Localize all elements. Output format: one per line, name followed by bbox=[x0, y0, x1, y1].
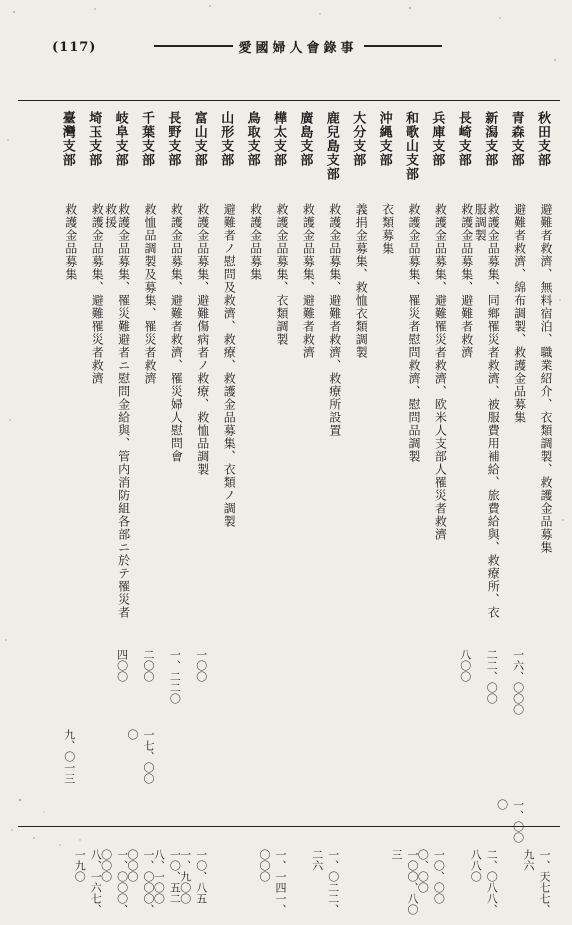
branch-column bbox=[469, 101, 501, 915]
amount-c4 bbox=[236, 849, 262, 925]
amount-c2: 一七、〇〇〇 bbox=[126, 729, 155, 784]
amount-c3 bbox=[209, 799, 235, 847]
amount-c2 bbox=[288, 729, 314, 791]
amount-c2 bbox=[447, 729, 473, 791]
relief-activity: 救恤品調製及募集、罹災者救濟 bbox=[143, 203, 157, 385]
amount-c4: 一〇、五二八、一〇〇 bbox=[152, 849, 182, 904]
amount-c4: 一、一四一、〇〇〇 bbox=[258, 849, 287, 915]
branch-column bbox=[495, 101, 527, 843]
amount-c4: 一、〇〇〇、〇〇〇 bbox=[99, 849, 129, 915]
relief-activity: 救護金品募集、罹災難避者ニ慰問金給與、管内消防組各部ニ於テ罹災者救援 bbox=[103, 203, 131, 619]
amount-c3 bbox=[130, 799, 156, 847]
amount-c3 bbox=[51, 799, 77, 847]
branch-column bbox=[341, 101, 367, 826]
amount-c1 bbox=[209, 649, 235, 719]
amount-c3 bbox=[526, 799, 552, 847]
branch-name: 和歌山支部 bbox=[403, 111, 418, 181]
branch-column bbox=[368, 101, 394, 826]
amount-c1 bbox=[315, 649, 341, 719]
amount-c2 bbox=[209, 729, 235, 791]
branch-column bbox=[258, 101, 289, 915]
amount-c3 bbox=[104, 799, 130, 847]
branch-name: 岐阜支部 bbox=[112, 111, 128, 167]
relief-activity: 避難者救濟、無料宿泊、職業紹介、衣類調製、救護金品募集 bbox=[539, 203, 553, 554]
branch-name: 新潟支部 bbox=[482, 111, 498, 167]
amount-c3 bbox=[236, 799, 262, 847]
amount-c1 bbox=[236, 649, 262, 719]
amount-c1 bbox=[368, 649, 394, 719]
amount-c1 bbox=[341, 649, 367, 719]
amount-c4 bbox=[51, 849, 77, 925]
amount-c4: 一、天七七、九六 bbox=[522, 849, 551, 915]
amount-c2 bbox=[500, 729, 526, 791]
branch-column bbox=[99, 101, 131, 915]
relief-activity: 救護金品募集、罹災者慰問救濟、慰問品調製 bbox=[407, 203, 421, 463]
relief-activity: 救護金品募集、同鄉罹災者救濟、被服費用補給、旅費給與、救療所、衣服調製 bbox=[473, 203, 501, 619]
branch-column bbox=[209, 101, 235, 826]
amount-c3 bbox=[473, 799, 499, 847]
relief-activity: 衣類募集 bbox=[380, 203, 395, 255]
relief-activity: 救護金品募集、避難者救濟、救療所設置 bbox=[327, 203, 342, 437]
amount-c1 bbox=[288, 649, 314, 719]
branch-column bbox=[178, 101, 210, 904]
amount-c2 bbox=[156, 729, 182, 791]
amount-c4: 八、一六七、一九〇 bbox=[73, 849, 103, 915]
relief-activity: 避難者ノ慰問及救濟、救療、救護金品募集、衣類ノ調製 bbox=[222, 203, 237, 528]
amount-c2 bbox=[368, 729, 394, 791]
branch-column bbox=[416, 101, 448, 904]
branch-name: 埼玉支部 bbox=[86, 111, 102, 167]
amount-c3 bbox=[368, 799, 394, 847]
branch-column bbox=[152, 101, 184, 904]
amount-c3 bbox=[394, 799, 420, 847]
amount-c1 bbox=[526, 649, 552, 719]
amount-c4: 一〇〇、八〇三 bbox=[390, 849, 419, 915]
branch-column bbox=[288, 101, 314, 826]
branch-name: 沖縄支部 bbox=[376, 111, 392, 167]
branch-name: 鳥取支部 bbox=[244, 111, 260, 167]
amount-c3 bbox=[77, 799, 103, 847]
relief-activity: 義捐金募集、救恤衣類調製 bbox=[354, 203, 369, 359]
relief-activity: 救護金品募集、衣類調製 bbox=[275, 203, 289, 346]
amount-c2 bbox=[526, 729, 552, 791]
amount-c1 bbox=[51, 649, 77, 719]
amount-c3 bbox=[183, 799, 209, 847]
branch-column bbox=[447, 101, 473, 826]
branch-name: 臺灣支部 bbox=[59, 111, 75, 167]
relief-activity: 救護金品募集、避難者救濟、罹災婦人慰問會 bbox=[169, 203, 184, 463]
amount-c4 bbox=[368, 849, 394, 925]
amount-c2 bbox=[315, 729, 341, 791]
header-rule-left bbox=[154, 45, 233, 47]
branch-name: 山形支部 bbox=[218, 111, 234, 167]
amount-c1 bbox=[394, 649, 420, 719]
amount-c4 bbox=[447, 849, 473, 925]
branch-name: 富山支部 bbox=[191, 111, 207, 167]
amount-c2 bbox=[420, 729, 446, 791]
relief-activity: 救護金品募集、避難傷病者ノ救療、救恤品調製 bbox=[195, 203, 210, 476]
branch-name: 長野支部 bbox=[165, 111, 181, 167]
relief-activity: 救護金品募集 bbox=[63, 203, 78, 281]
amount-c2 bbox=[394, 729, 420, 791]
amount-c1: 一、二二〇 bbox=[168, 649, 182, 704]
amount-c4 bbox=[341, 849, 367, 925]
amount-c2 bbox=[262, 729, 288, 791]
amount-c3: 一、〇〇〇 bbox=[495, 799, 525, 843]
amount-c4: 二、〇八八、八八〇 bbox=[469, 849, 499, 915]
running-header bbox=[148, 37, 448, 55]
amount-c2 bbox=[236, 729, 262, 791]
amount-c4 bbox=[500, 849, 526, 925]
amount-c1: 一六、〇〇〇 bbox=[511, 649, 525, 715]
relief-activity: 救護金品募集、避難者救濟 bbox=[301, 203, 316, 359]
relief-activity: 救護金品募集、避難罹災者救濟、欧米人支部人罹災者救濟 bbox=[433, 203, 448, 541]
amount-c2 bbox=[183, 729, 209, 791]
branch-column bbox=[236, 101, 262, 826]
amount-c4: 一、〇二二、二六 bbox=[310, 849, 340, 915]
amount-c1: 八〇〇 bbox=[458, 649, 472, 682]
amount-c1: 二〇〇 bbox=[142, 649, 155, 682]
relief-activity: 救護金品募集、避難者救濟 bbox=[459, 203, 474, 359]
branch-name: 長崎支部 bbox=[455, 111, 471, 167]
amount-c1: 一〇〇 bbox=[194, 649, 208, 682]
header-rule-right bbox=[364, 45, 443, 47]
branch-column bbox=[126, 101, 157, 915]
amount-c1: 二二、〇〇 bbox=[485, 649, 499, 704]
branch-column bbox=[310, 101, 342, 915]
amount-c3 bbox=[156, 799, 182, 847]
amount-c4 bbox=[209, 849, 235, 925]
amount-c2 bbox=[341, 729, 367, 791]
branch-column bbox=[51, 101, 77, 826]
amount-c1 bbox=[262, 649, 288, 719]
amount-c2 bbox=[473, 729, 499, 791]
amount-c3 bbox=[420, 799, 446, 847]
branch-name: 鹿兒島支部 bbox=[323, 111, 339, 181]
branch-name: 兵庫支部 bbox=[429, 111, 445, 167]
amount-c2: 九、〇一三 bbox=[62, 729, 76, 784]
relief-activity: 避難者救濟、綿布調製、救護金品募集 bbox=[512, 203, 527, 424]
relief-activity: 救護金品募集 bbox=[248, 203, 263, 281]
branch-column bbox=[522, 101, 553, 915]
amount-c4: 一、〇〇〇、〇〇〇 bbox=[126, 849, 155, 915]
amount-c3 bbox=[315, 799, 341, 847]
header-title: 愛國婦人會錄事 bbox=[238, 40, 358, 56]
branch-name: 青森支部 bbox=[508, 111, 524, 167]
amount-c2 bbox=[77, 729, 103, 791]
amount-c1: 四〇〇 bbox=[115, 649, 129, 682]
branch-column bbox=[73, 101, 105, 915]
branch-name: 大分支部 bbox=[350, 111, 366, 167]
amount-c3 bbox=[447, 799, 473, 847]
branch-name: 樺太支部 bbox=[271, 111, 286, 167]
amount-c3 bbox=[288, 799, 314, 847]
amount-c4 bbox=[288, 849, 314, 925]
amount-c4: 一〇、八五一、九〇〇 bbox=[178, 849, 208, 904]
branch-column bbox=[390, 101, 421, 915]
amount-c3 bbox=[262, 799, 288, 847]
page-number: (117) bbox=[52, 40, 97, 55]
amount-c3 bbox=[341, 799, 367, 847]
amount-c1 bbox=[420, 649, 446, 719]
amount-c1 bbox=[77, 649, 103, 719]
relief-activity: 救護金品募集、避難罹災者救濟 bbox=[90, 203, 105, 385]
branch-name: 千葉支部 bbox=[139, 111, 154, 167]
amount-c2 bbox=[104, 729, 130, 791]
amount-c4: 一〇、〇〇〇、〇〇 bbox=[416, 849, 446, 904]
branch-name: 秋田支部 bbox=[535, 111, 550, 167]
branch-name: 廣島支部 bbox=[297, 111, 313, 167]
